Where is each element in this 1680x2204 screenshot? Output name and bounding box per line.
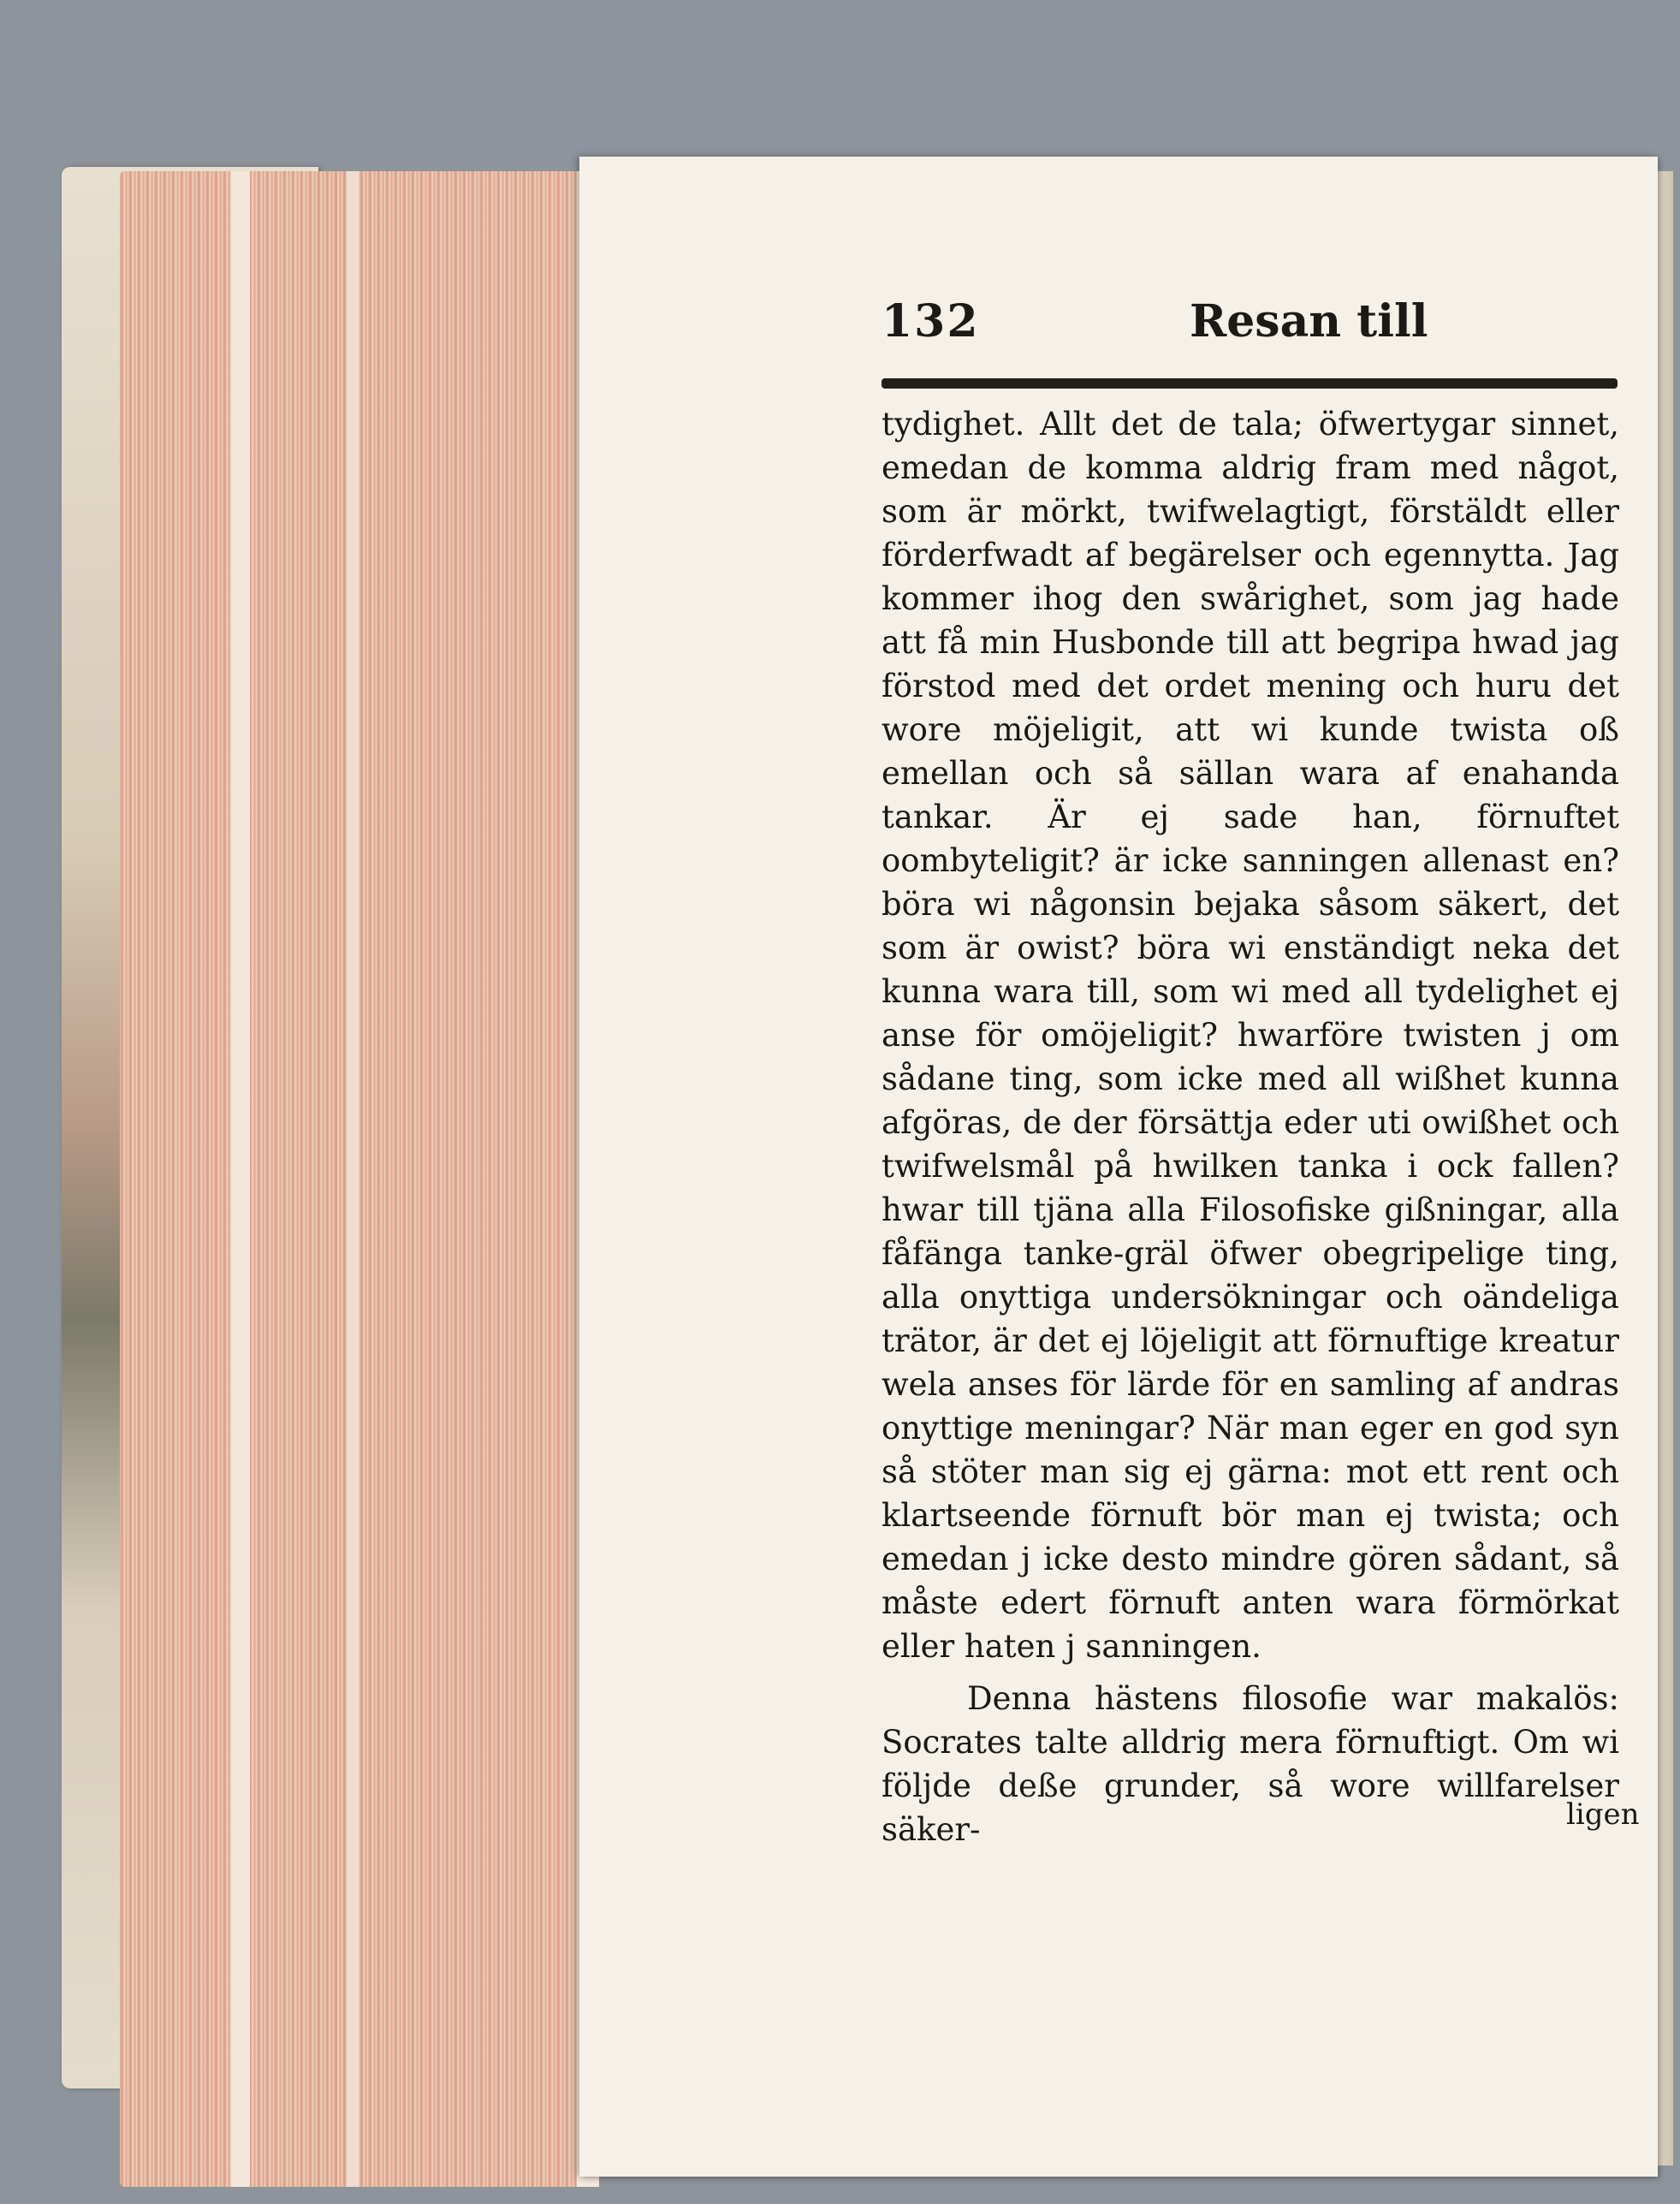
page-stack-gap	[231, 171, 250, 2187]
header-rule	[882, 378, 1618, 389]
page-stack-gap	[347, 171, 359, 2187]
page-header	[882, 295, 1618, 364]
page-stack-edge	[120, 171, 599, 2187]
body-paragraph: Denna hästens filosofie war makalös: Socrates talte alldrig mera förnuftigt. Om wi följde deße grunder, så wore willfarelser säker-	[882, 1680, 1619, 1848]
page-number: 132	[882, 295, 980, 348]
running-head: Resan till	[1190, 295, 1428, 348]
page-body-text	[882, 402, 1619, 1851]
catchword: ligen	[1566, 1797, 1640, 1832]
body-paragraph: tydighet. Allt det de tala; öfwertygar sinnet, emedan de komma aldrig fram med något, som är mörkt, twifwelagtigt, förstäldt eller förderfwadt af begärelser och egennytta. Jag kommer ihog den swårighet, som jag hade att få min Husbonde till att begripa hwad jag förstod med det ordet mening och huru det wore möjeligit, att wi kunde twista oß emellan och så sällan wara af enahanda tankar. Är ej sade han, förnuftet oombyteligit? är icke sanningen allenast en? böra wi någonsin bejaka såsom säkert, det som är owist? böra wi enständigt neka det kunna wara till, som wi med all tydelighet ej anse för omöjeligit? hwarföre twisten j om sådane ting, som icke med all wißhet kunna afgöras, de der försättja eder uti owißhet och twifwelsmål på hwilken tanka i ock fallen? hwar till tjäna alla Filosofiske gißningar, alla fåfänga tanke-gräl öfwer obegripelige ting, alla onyttiga undersökningar och oändeliga trätor, är det ej löjeligit att förnuftige kreatur wela anses för lärde för en samling af andras onyttige meningar? När man eger en god syn så stöter man sig ej gärna: mot ett rent och klartseende förnuft bör man ej twista; och emedan j icke desto mindre gören sådant, så måste edert förnuft anten wara förmörkat eller haten j sanningen.	[882, 406, 1619, 1665]
